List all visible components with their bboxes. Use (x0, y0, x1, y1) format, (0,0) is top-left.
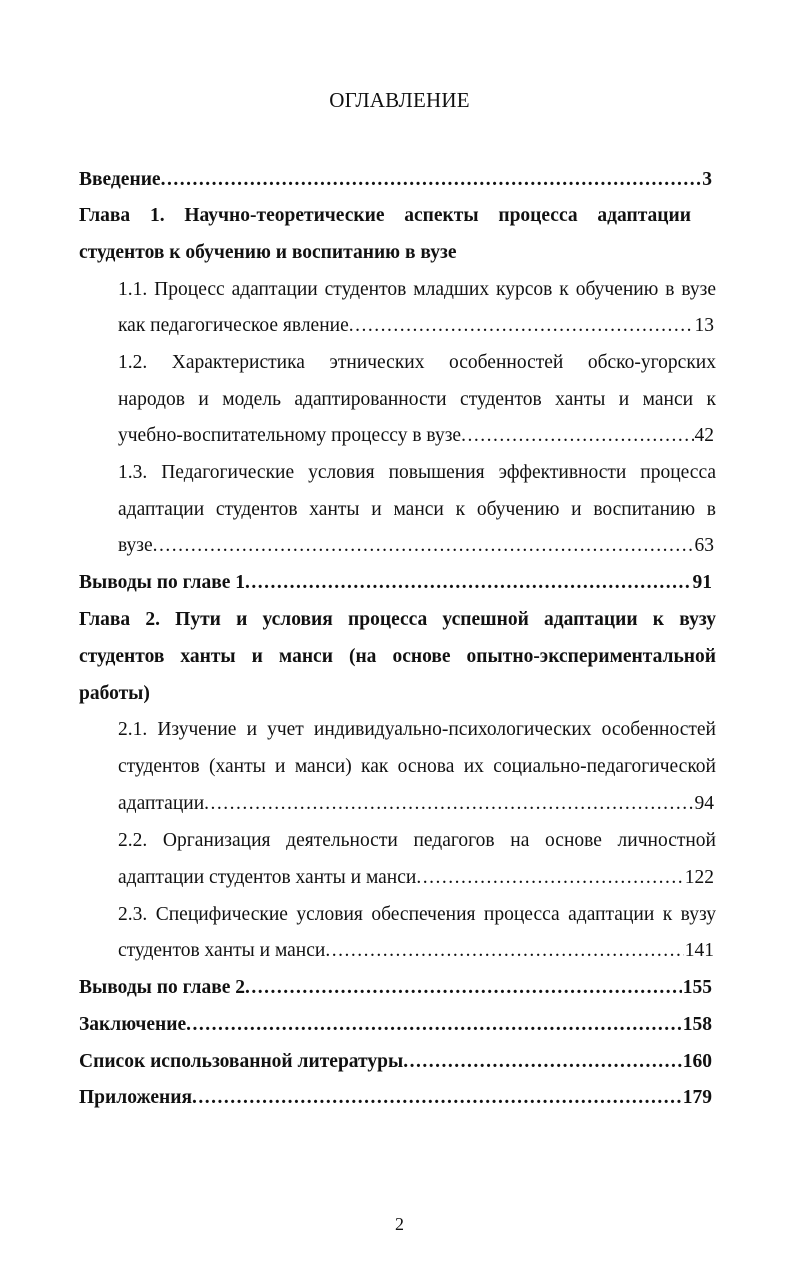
toc-entry-text: Заключение (79, 1014, 187, 1035)
toc-entry-1-3 (118, 534, 714, 558)
leader-dots (153, 534, 694, 558)
toc-entry-appendix (79, 1086, 712, 1110)
chapter-2-heading-line-1: Глава 2. Пути и условия процесса успешной адаптации к вузу (79, 609, 716, 630)
toc-entry-text: Введение (79, 169, 161, 190)
toc-entry-text: учебно-воспитательному процессу в вузе (118, 425, 462, 446)
toc-entry-text: Приложения (79, 1087, 193, 1108)
toc-entry-2-2 (118, 866, 714, 890)
leader-dots (416, 866, 683, 890)
toc-entry-1-2-line-2: народов и модель адаптированности студентов ханты и манси к (118, 389, 716, 410)
toc-entry-1-1 (118, 314, 714, 338)
toc-entry-page: 3 (702, 169, 712, 190)
toc-entry-page: 179 (682, 1087, 712, 1108)
toc-entry-text: студентов ханты и манси (118, 940, 326, 961)
toc-entry-1-1-line-1: 1.1. Процесс адаптации студентов младших курсов к обучению в вузе (118, 279, 716, 300)
chapter-1-heading-line-2: студентов к обучению и воспитанию в вузе (79, 242, 457, 263)
toc-entry-2-3 (118, 939, 714, 963)
toc-entry-page: 141 (684, 940, 714, 961)
toc-entry-page: 158 (682, 1014, 712, 1035)
toc-entry-page: 91 (692, 572, 712, 593)
toc-entry-2-1-line-2: студентов (ханты и манси) как основа их социально-педагогической (118, 756, 716, 777)
toc-entry-conclusion-2 (79, 976, 712, 1000)
leader-dots (204, 792, 693, 816)
toc-entry-text: Список использованной литературы (79, 1051, 404, 1072)
toc-entry-text: адаптации студентов ханты и манси (118, 867, 417, 888)
toc-entry-1-3-line-1: 1.3. Педагогические условия повышения эффективности процесса (118, 462, 716, 483)
toc-entry-text: вузе (118, 535, 153, 556)
toc-entry-2-1 (118, 792, 714, 816)
page-title: ОГЛАВЛЕНИЕ (329, 88, 470, 112)
toc-entry-references (79, 1050, 712, 1074)
toc-entry-page: 155 (682, 977, 712, 998)
toc-entry-conclusion-1 (79, 571, 712, 595)
toc-entry-page: 63 (694, 535, 714, 556)
leader-dots (192, 1086, 682, 1110)
toc-entry-2-3-line-1: 2.3. Специфические условия обеспечения процесса адаптации к вузу (118, 904, 716, 925)
leader-dots (349, 314, 694, 338)
leader-dots (186, 1013, 682, 1037)
toc-entry-1-3-line-2: адаптации студентов ханты и манси к обучению и воспитанию в (118, 499, 716, 520)
toc-entry-2-1-line-1: 2.1. Изучение и учет индивидуально-психологических особенностей (118, 719, 716, 740)
toc-entry-final (79, 1013, 712, 1037)
leader-dots (403, 1050, 682, 1074)
toc-entry-text: Выводы по главе 1 (79, 572, 246, 593)
toc-entry-page: 42 (694, 425, 714, 446)
chapter-2-heading-line-3: работы) (79, 683, 150, 704)
toc-entry-2-2-line-1: 2.2. Организация деятельности педагогов на основе личностной (118, 830, 716, 851)
toc-entry-page: 94 (694, 793, 714, 814)
toc-entry-1-2 (118, 424, 714, 448)
toc-entry-text: как педагогическое явление (118, 315, 349, 336)
toc-entry-page: 122 (684, 867, 714, 888)
leader-dots (245, 571, 691, 595)
toc-entry-1-2-line-1: 1.2. Характеристика этнических особенностей обско-угорских (118, 352, 716, 373)
chapter-2-heading-line-2: студентов ханты и манси (на основе опытно-экспериментальной (79, 646, 716, 667)
leader-dots (461, 424, 693, 448)
page-number: 2 (395, 1214, 404, 1234)
leader-dots (161, 168, 702, 192)
toc-entry-text: адаптации (118, 793, 205, 814)
leader-dots (325, 939, 683, 963)
toc-entry-page: 13 (694, 315, 714, 336)
toc-entry-page: 160 (682, 1051, 712, 1072)
chapter-1-heading-line-1: Глава 1. Научно-теоретические аспекты процесса адаптации (79, 205, 691, 226)
leader-dots (245, 976, 682, 1000)
toc-entry-text: Выводы по главе 2 (79, 977, 246, 998)
toc-entry-intro (79, 168, 712, 192)
